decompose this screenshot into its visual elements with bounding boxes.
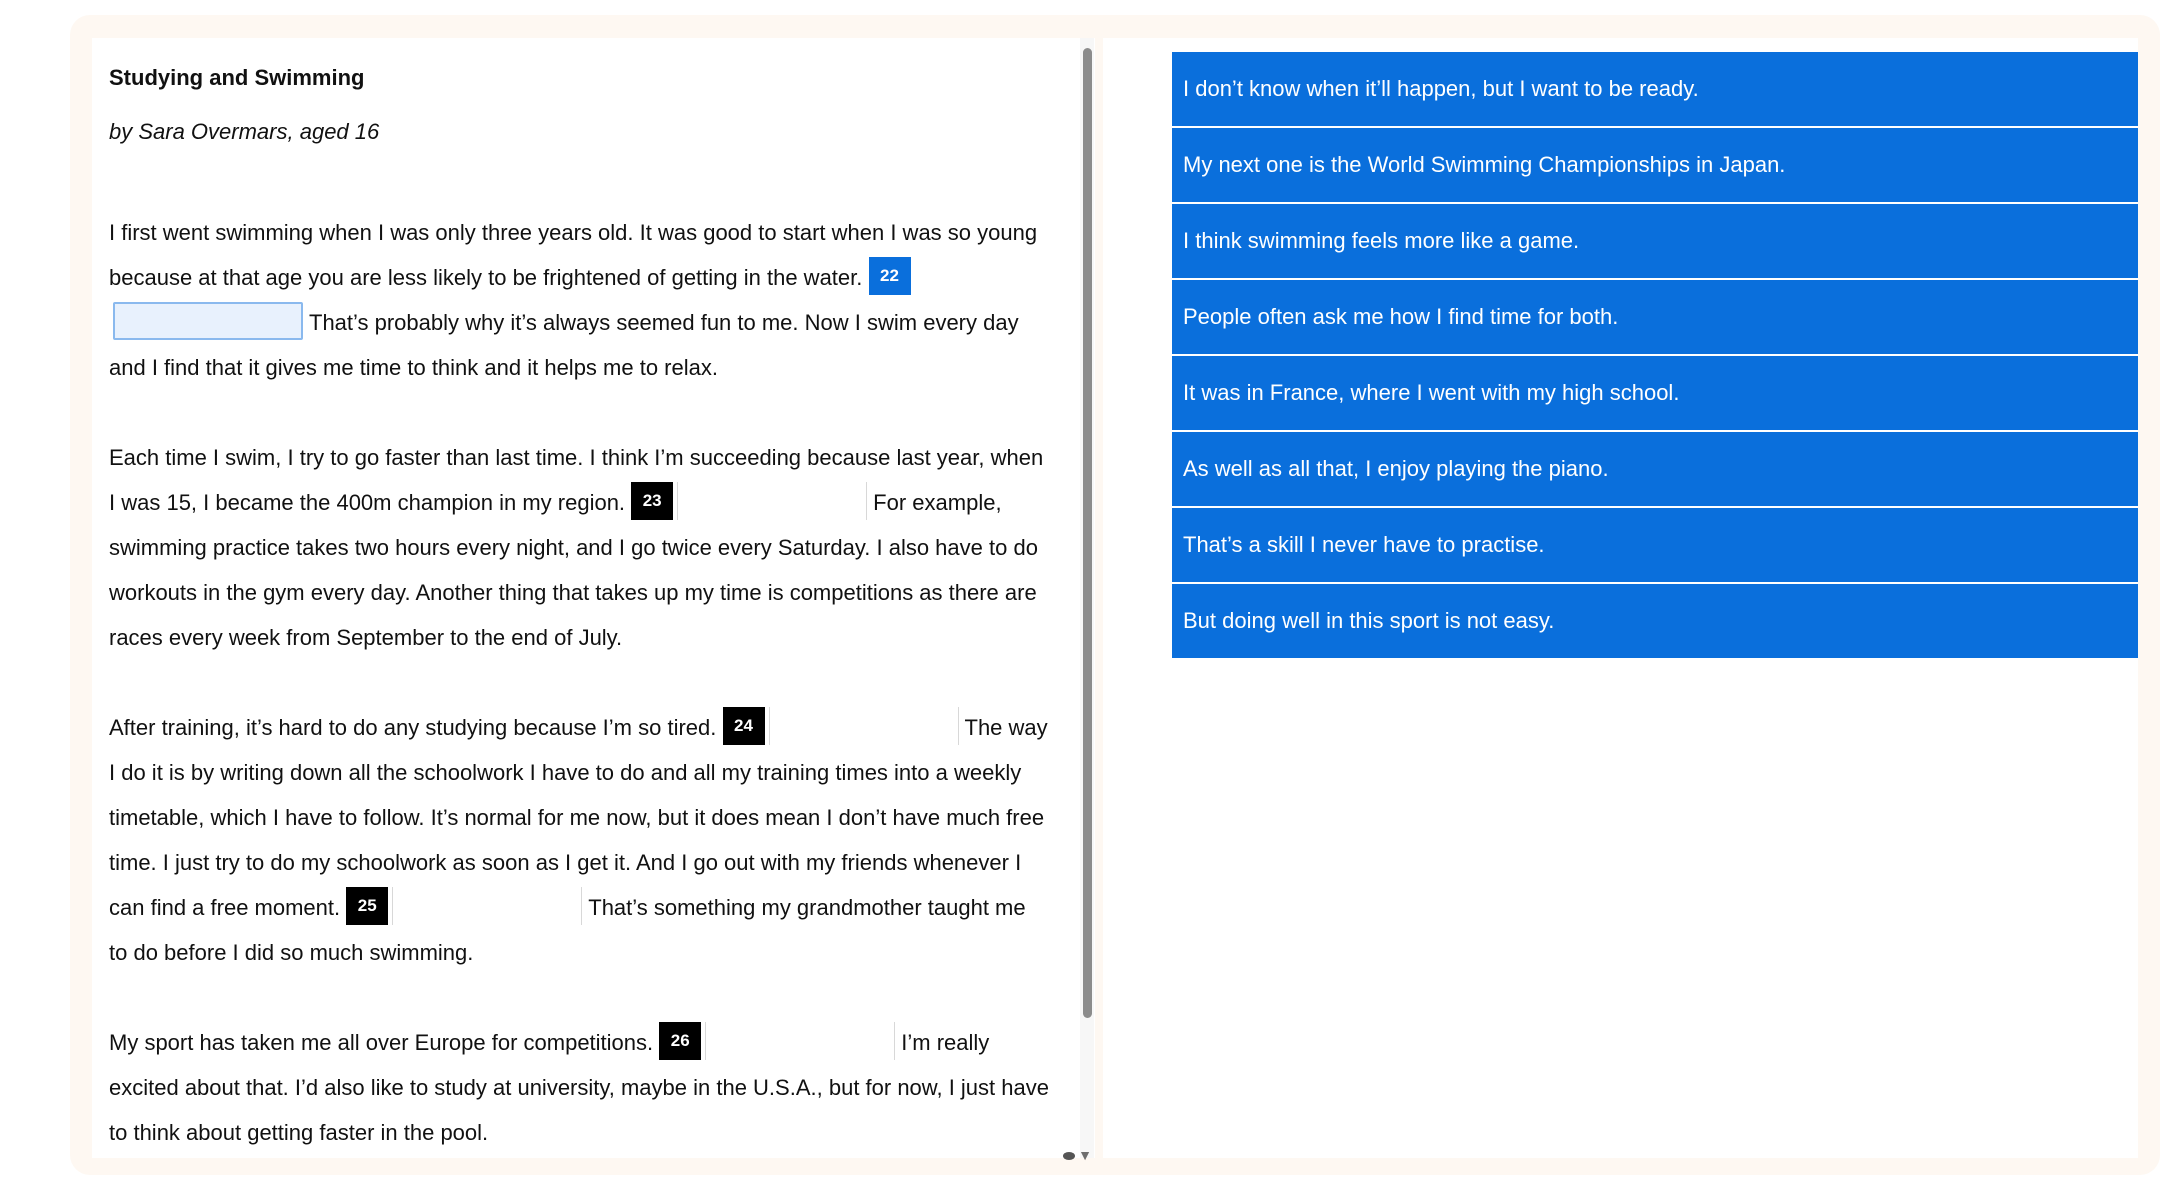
- gap-drop-zone[interactable]: [392, 887, 582, 925]
- paragraph-text: I’m really excited about that. I’d also like to study at university, maybe in the U.S.A., but for now, I just have to think about getting faster in the pool.: [109, 1030, 1049, 1145]
- chevron-down-icon[interactable]: ▼: [1078, 1147, 1092, 1163]
- paragraph-text: Each time I swim, I try to go faster than last time. I think I’m succeeding because last year, when I was 15, I became the 400m champion in my region.: [109, 445, 1044, 515]
- paragraph-2: [109, 435, 1049, 660]
- scrollbar-thumb[interactable]: [1083, 48, 1092, 1018]
- gap-drop-zone[interactable]: [705, 1022, 895, 1060]
- sentence-option[interactable]: That’s a skill I never have to practise.: [1172, 508, 2138, 584]
- gap-drop-zone[interactable]: [677, 482, 867, 520]
- gap-number-badge[interactable]: 22: [869, 257, 911, 295]
- paragraph-4: [109, 1020, 1049, 1155]
- paragraph-text: My sport has taken me all over Europe for competitions.: [109, 1030, 654, 1055]
- gap-number-badge[interactable]: 24: [723, 707, 765, 745]
- sentence-option[interactable]: People often ask me how I find time for both.: [1172, 280, 2138, 356]
- paragraph-text: That’s probably why it’s always seemed fun to me. Now I swim every day and I find that it gives me time to think and it helps me to relax.: [109, 310, 1019, 380]
- gap-number-badge[interactable]: 25: [346, 887, 388, 925]
- sentence-option[interactable]: I don’t know when it’ll happen, but I want to be ready.: [1172, 52, 2138, 128]
- sentence-option[interactable]: But doing well in this sport is not easy.: [1172, 584, 2138, 658]
- paragraph-1: [109, 210, 1049, 390]
- sentence-option[interactable]: I think swimming feels more like a game.: [1172, 204, 2138, 280]
- sentence-options-list: [1172, 52, 2138, 658]
- sentence-option[interactable]: It was in France, where I went with my high school.: [1172, 356, 2138, 432]
- paragraph-text: After training, it’s hard to do any studying because I’m so tired.: [109, 715, 717, 740]
- reading-panel[interactable]: [92, 38, 1095, 1158]
- scroll-indicator-dot: [1063, 1152, 1075, 1160]
- gap-drop-zone[interactable]: [113, 302, 303, 340]
- gap-number-badge[interactable]: 26: [659, 1022, 701, 1060]
- gap-drop-zone[interactable]: [769, 707, 959, 745]
- sentence-option[interactable]: As well as all that, I enjoy playing the piano.: [1172, 432, 2138, 508]
- article: [109, 58, 1049, 1158]
- article-title: Studying and Swimming: [109, 65, 365, 90]
- gap-number-badge[interactable]: 23: [631, 482, 673, 520]
- paragraph-text: That’s something my grandmother taught me to do before I did so much swimming.: [109, 895, 1026, 965]
- paragraph-text: For example, swimming practice takes two hours every night, and I go twice every Saturday. I also have to do workouts in the gym every day. Another thing that takes up my time is competitions as there are races every week from September to the end of July.: [109, 490, 1038, 650]
- paragraph-text: I first went swimming when I was only three years old. It was good to start when I was so young because at that age you are less likely to be frightened of getting in the water.: [109, 220, 1038, 290]
- sentence-option[interactable]: My next one is the World Swimming Championships in Japan.: [1172, 128, 2138, 204]
- paragraph-3: [109, 705, 1049, 975]
- article-byline: by Sara Overmars, aged 16: [109, 119, 380, 144]
- paragraph-text: The way I do it is by writing down all the schoolwork I have to do and all my training times into a weekly timetable, which I have to follow. It’s normal for me now, but it does mean I don’t have much free time. I just try to do my schoolwork as soon as I get it. And I go out with my friends whenever I can find a free moment.: [109, 715, 1048, 920]
